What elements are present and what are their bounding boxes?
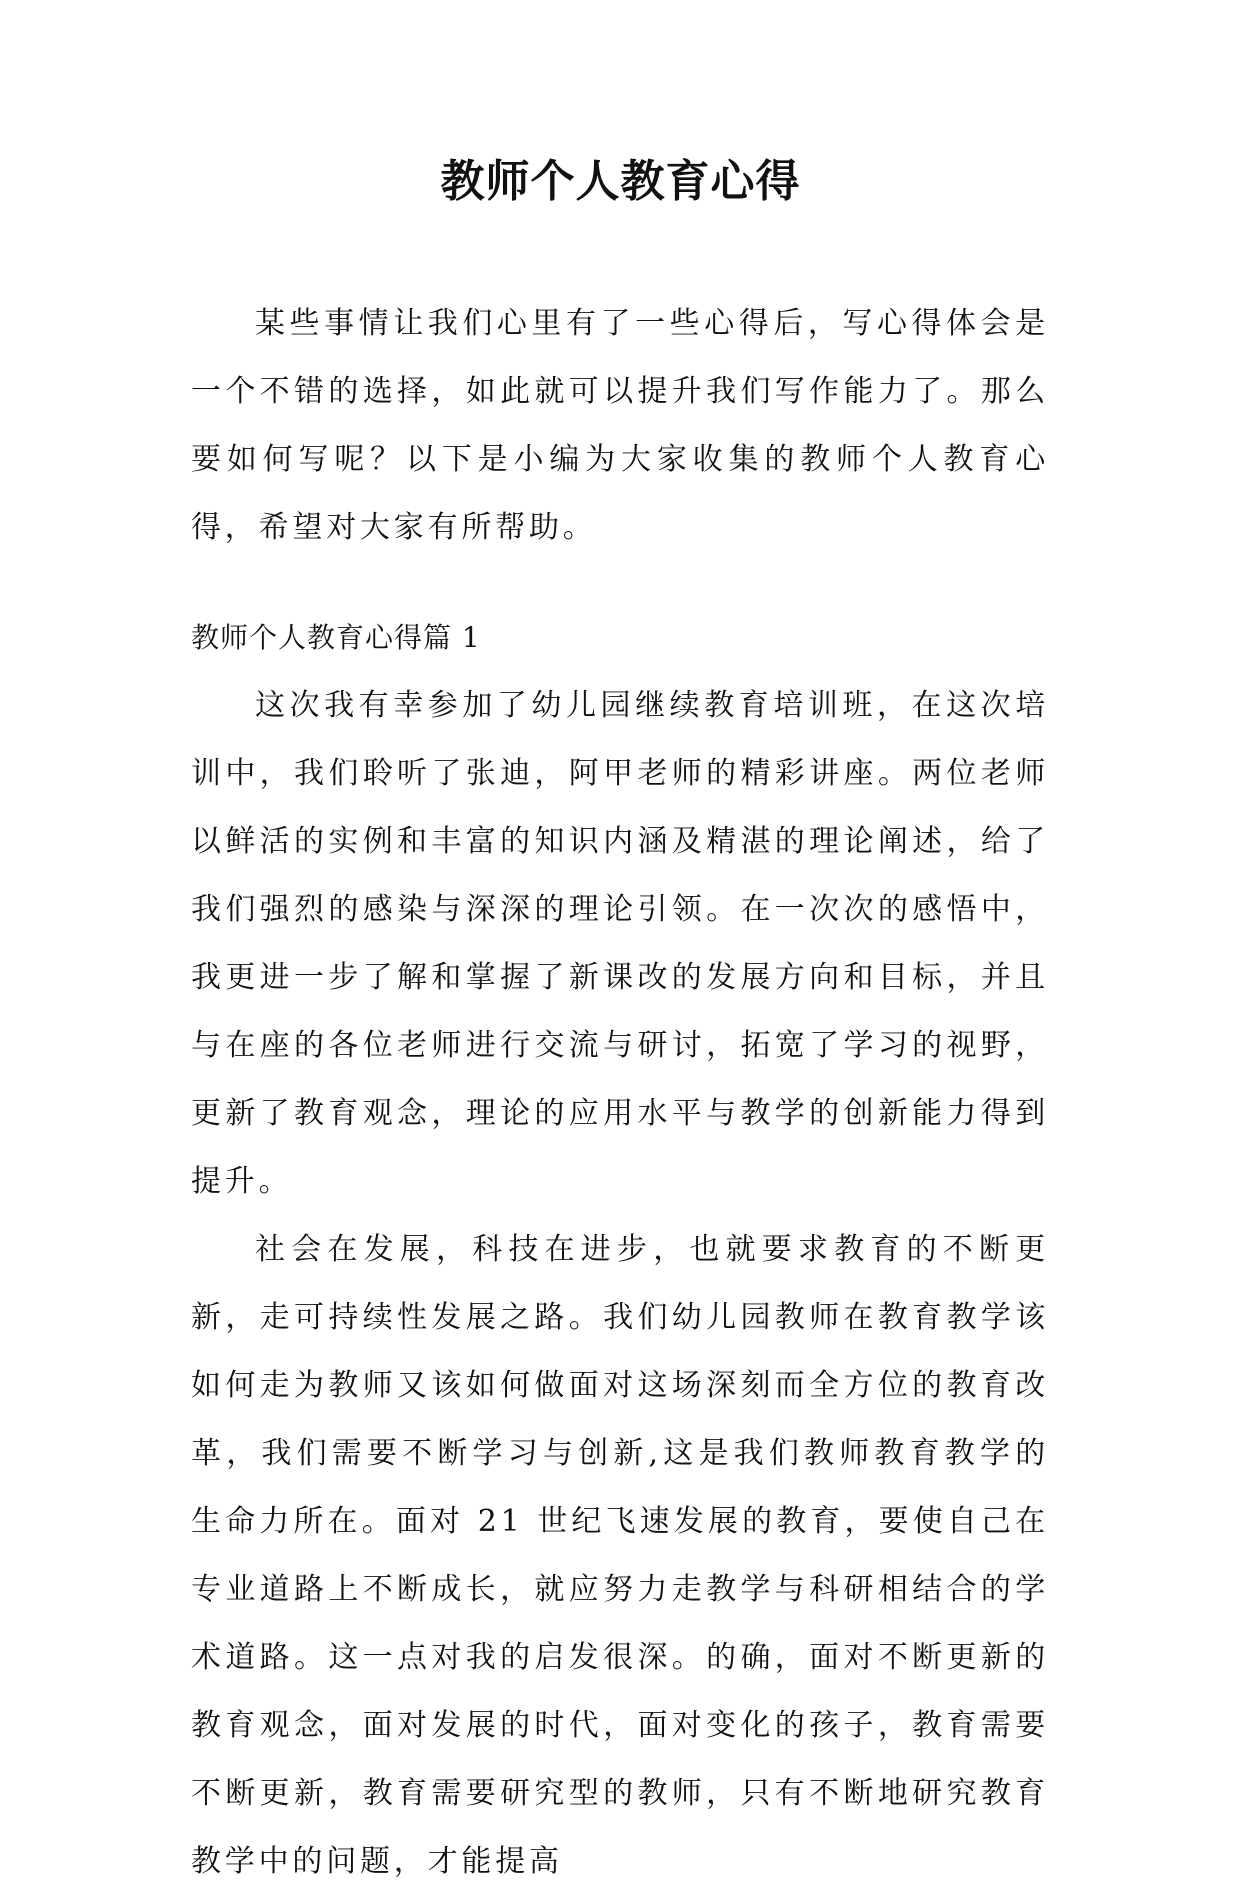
body-paragraph-2: 社会在发展，科技在进步，也就要求教育的不断更新，走可持续性发展之路。我们幼儿园教师在教育教学该如何走为教师又该如何做面对这场深刻而全方位的教育改革，我们需要不断学习与创新,这是我们教师教育教学的生命力所在。面对 21 世纪飞速发展的教育，要使自己在专业道路上不断成长，就应努力走教学与科研相结合的学术道路。这一点对我的启发很深。的确，面对不断更新的教育观念，面对发展的时代，面对变化的孩子，教育需要不断更新，教育需要研究型的教师，只有不断地研究教育教学中的问题，才能提高 bbox=[191, 1232, 1049, 1879]
document-body bbox=[191, 290, 1049, 1896]
document-title: 教师个人教育心得 bbox=[440, 156, 801, 207]
section-heading: 教师个人教育心得篇 1 bbox=[191, 621, 481, 654]
intro-paragraph: 某些事情让我们心里有了一些心得后，写心得体会是一个不错的选择，如此就可以提升我们写作能力了。那么要如何写呢？以下是小编为大家收集的教师个人教育心得，希望对大家有所帮助。 bbox=[191, 306, 1049, 545]
body-paragraph-1: 这次我有幸参加了幼儿园继续教育培训班，在这次培训中，我们聆听了张迪，阿甲老师的精彩讲座。两位老师以鲜活的实例和丰富的知识内涵及精湛的理论阐述，给了我们强烈的感染与深深的理论引领。在一次次的感悟中，我更进一步了解和掌握了新课改的发展方向和目标，并且与在座的各位老师进行交流与研讨，拓宽了学习的视野，更新了教育观念，理论的应用水平与教学的创新能力得到提升。 bbox=[191, 688, 1049, 1199]
